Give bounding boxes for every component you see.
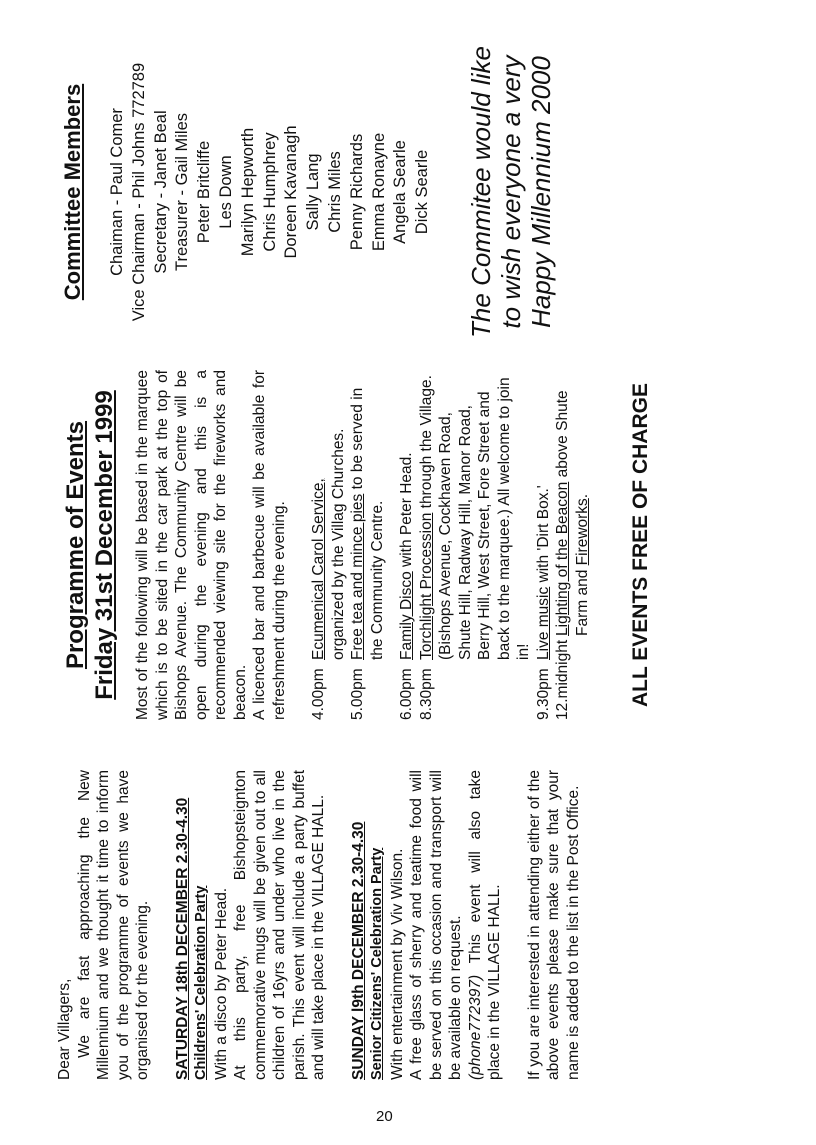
event-detail: to be served in the Community Centre. xyxy=(349,387,386,660)
closing-paragraph: If you are interested in attending either of the above events please make sure that your name is added to the list in the Post Office. xyxy=(525,770,582,1080)
event-detail: through the Village. (Bishops Avenue, Cockhaven Road, Shute Hill, Radway Hill, Manor Road, Berry Hill, West Street, Fore Street and back to the marquee.) All welcome to join in! xyxy=(417,375,532,660)
event-desc xyxy=(417,370,534,660)
committee-member: Sally Lang xyxy=(304,153,323,231)
programme-date: Friday 31st December 1999 xyxy=(91,390,118,700)
event-detail: with Peter Head. xyxy=(398,452,415,572)
letter-column xyxy=(55,770,583,1080)
event-time: 4.00pm xyxy=(310,668,327,720)
millennium-wish: The Commitee would like to wish everyone a very Happy Millennium 2000 xyxy=(465,46,556,338)
event-name: Live music xyxy=(534,586,552,660)
programme-intro: Most of the following will be based in the marquee which is to be sited in the car park at the top of Bishops Avenue. The Community Centre will be open during the evening and this is a recommended viewing site for the fireworks and beacon. xyxy=(134,370,249,720)
sunday-body-text: A free glass of sherry and teatime food will be served on this occasion and transport will be available on request. xyxy=(408,770,464,1080)
intro-paragraph: We are fast approaching the New Millennium and we thought it time to inform you of the programme of events we have organised for the evening. xyxy=(75,770,151,1080)
event-time: 5.00pm xyxy=(349,668,366,720)
programme-column xyxy=(55,370,654,720)
sunday-body-text2: This event will also take place in the VILLAGE HALL. xyxy=(466,770,503,1080)
event-desc xyxy=(309,370,348,660)
committee-member: Vice Chairman - Phil Johns 772789 xyxy=(129,62,148,322)
committee-member: Emma Ronayne xyxy=(369,132,388,252)
event-desc xyxy=(553,370,592,636)
event-name: Family Disco xyxy=(398,571,415,660)
committee-member: Chaiman - Paul Comer xyxy=(108,108,126,276)
event-desc xyxy=(534,370,554,660)
committee-member: Penny Richards xyxy=(347,133,366,251)
event-row xyxy=(348,370,387,720)
event-name: Torchlight Procession xyxy=(417,512,435,660)
sunday-heading: SUNDAY l9th DECEMBER 2.30-4.30 xyxy=(349,821,367,1080)
committee-title: Committee Members xyxy=(60,83,85,301)
saturday-heading: SATURDAY 18th DECEMBER 2.30-4.30 xyxy=(173,797,191,1080)
greeting: Dear Villagers, xyxy=(56,978,73,1080)
event-time: 6.00pm xyxy=(398,668,415,720)
event-name: Free tea and mince pies xyxy=(349,493,366,660)
event-name: Lighting of the Beacon xyxy=(554,481,571,636)
event-time: 12.midnight xyxy=(554,639,571,720)
sunday-body xyxy=(407,770,505,1080)
saturday-body: At this party, free Bishopsteignton commemorative mugs will be given out to all children of 16yrs and under who live in the parish. This event will include a party buffet and will take place in the VILLAGE HALL. xyxy=(232,770,327,1080)
event-desc xyxy=(348,370,387,660)
committee-member: Peter Britcliffe xyxy=(195,140,214,244)
committee-column xyxy=(55,42,556,342)
committee-member: Angela Searle xyxy=(391,140,410,244)
committee-member: Secretary - Janet Beal xyxy=(151,110,170,274)
sunday-subheading: Senior Citizens' Celebration Party xyxy=(369,847,385,1080)
event-detail: with 'Dirt Box.' xyxy=(534,485,552,587)
committee-member: Dick Searle xyxy=(413,149,432,235)
event-time: 8.30pm xyxy=(417,668,435,720)
event-row xyxy=(553,370,592,720)
event-name-2: Fireworks xyxy=(573,498,591,566)
event-detail-2: . xyxy=(573,493,591,499)
committee-list xyxy=(107,42,434,342)
event-detail: above Shute Farm and xyxy=(554,390,591,636)
page-number: 20 xyxy=(376,1108,393,1125)
saturday-subheading: Childrens' Celebration Party xyxy=(193,885,209,1080)
committee-member: Chris Humphrey xyxy=(260,132,279,252)
event-name: Ecumenical Carol Service, xyxy=(310,478,327,660)
saturday-line: With a disco by Peter Head. xyxy=(212,887,230,1080)
programme-bar: A licenced bar and barbecue will be available for refreshment during the evening. xyxy=(251,370,288,720)
rotated-page xyxy=(55,40,755,1080)
committee-member: Les Down xyxy=(216,155,235,229)
sunday-line: With entertainment by Viv Wilson. xyxy=(388,848,406,1080)
event-row xyxy=(534,370,554,720)
free-of-charge-banner: ALL EVENTS FREE OF CHARGE xyxy=(629,383,652,707)
sunday-phone: (phone772397) xyxy=(466,974,484,1080)
event-row xyxy=(397,370,417,720)
event-time: 9.30pm xyxy=(534,668,552,720)
event-desc xyxy=(397,370,417,660)
event-detail: organized by the Villag Churches. xyxy=(329,428,347,660)
committee-member: Marilyn Hepworth xyxy=(238,127,257,257)
committee-member: Treasurer - Gail Miles xyxy=(173,113,192,271)
event-row xyxy=(309,370,348,720)
committee-member: Chris Miles xyxy=(325,151,344,233)
committee-member: Doreen Kavanagh xyxy=(282,125,301,259)
programme-title: Programme of Events xyxy=(62,420,89,670)
event-row xyxy=(417,370,534,720)
